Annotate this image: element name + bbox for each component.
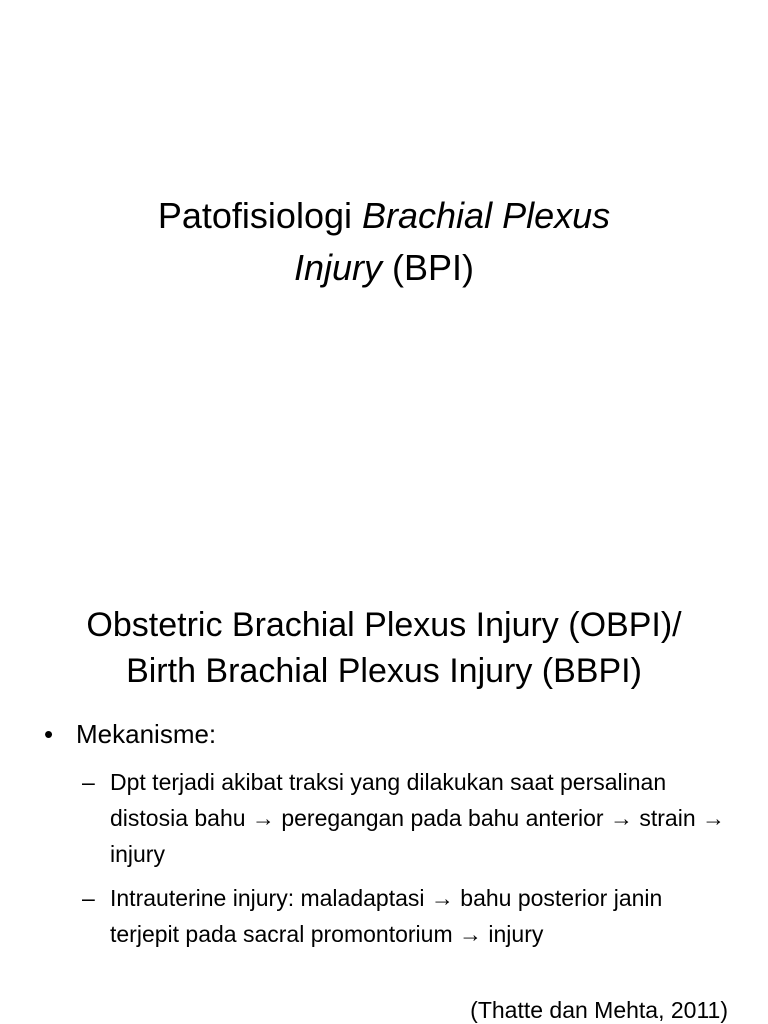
title-italic-2: Injury: [293, 247, 382, 288]
sub-bullet-text: Dpt terjadi akibat traksi yang dilakukan saat persalinan distosia bahu → peregangan pada bahu anterior → strain → injury: [110, 769, 726, 867]
citation: (Thatte dan Mehta, 2011): [470, 997, 728, 1023]
title-prefix: Patofisiologi: [157, 195, 362, 236]
sub-bullet-dash: –: [82, 885, 95, 911]
bullet-label: Mekanisme:: [76, 719, 217, 749]
slide-title-heading: [40, 190, 728, 294]
sub-bullet-list: [82, 764, 732, 960]
bullet-mekanisme: [44, 714, 216, 754]
slide-content: [0, 576, 768, 1024]
sub-bullet-text: Intrauterine injury: maladaptasi → bahu posterior janin terjepit pada sacral promontorium → injury: [110, 885, 663, 947]
title-italic-1: Brachial Plexus: [362, 195, 611, 236]
bullet-dot: •: [44, 719, 54, 749]
sub-bullet-item: [82, 880, 732, 952]
slide-content-heading: [20, 602, 748, 694]
heading-line-1: Obstetric Brachial Plexus Injury (OBPI)/: [86, 606, 682, 644]
title-suffix: (BPI): [382, 247, 475, 288]
sub-bullet-item: [82, 764, 732, 872]
sub-bullet-dash: –: [82, 769, 95, 795]
heading-line-2: Birth Brachial Plexus Injury (BBPI): [126, 652, 642, 690]
